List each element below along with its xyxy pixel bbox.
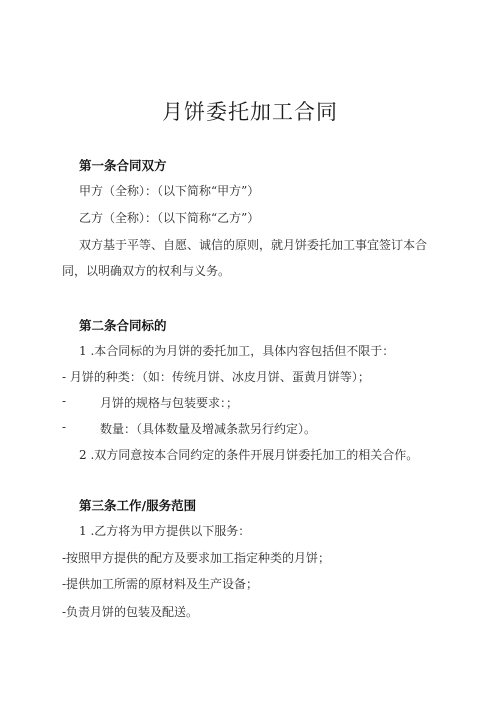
list-item-types: - 月饼的种类：（如：传统月饼、冰皮月饼、蛋黄月饼等）； bbox=[62, 370, 370, 384]
scope-item-processing: -按照甲方提供的配方及要求加工指定种类的月饼； bbox=[62, 551, 331, 565]
list-item-quantity: 数量：（具体数量及增减条款另行约定）。 bbox=[100, 422, 317, 436]
list-item-spec: 月饼的规格与包装要求：； bbox=[100, 396, 239, 410]
subject-clause-1: 1 .本合同标的为月饼的委托加工，具体内容包括但不限于： bbox=[79, 344, 395, 358]
scope-item-packaging: -负责月饼的包装及配送。 bbox=[62, 605, 199, 619]
section-heading-scope: 第三条工作/服务范围 bbox=[79, 498, 197, 513]
subject-clause-2: 2 .双方同意按本合同约定的条件开展月饼委托加工的相关合作。 bbox=[79, 448, 419, 462]
party-b-line: 乙方（全称）：（以下简称“乙方”） bbox=[79, 211, 260, 225]
document-title: 月饼委托加工合同 bbox=[162, 100, 338, 124]
section-heading-subject: 第二条合同标的 bbox=[79, 318, 167, 333]
party-a-line: 甲方（全称）：（以下简称“甲方”） bbox=[79, 184, 260, 198]
principle-line-continued: 同，以明确双方的权利与义务。 bbox=[62, 264, 231, 278]
principle-line: 双方基于平等、自愿、诚信的原则，就月饼委托加工事宜签订本合 bbox=[79, 238, 428, 252]
scope-clause-1: 1 .乙方将为甲方提供以下服务： bbox=[79, 524, 251, 538]
section-heading-parties: 第一条合同双方 bbox=[79, 158, 167, 173]
scope-item-materials: -提供加工所需的原材料及生产设备； bbox=[62, 577, 259, 591]
list-dash: - bbox=[62, 394, 67, 408]
list-dash: - bbox=[62, 420, 67, 434]
